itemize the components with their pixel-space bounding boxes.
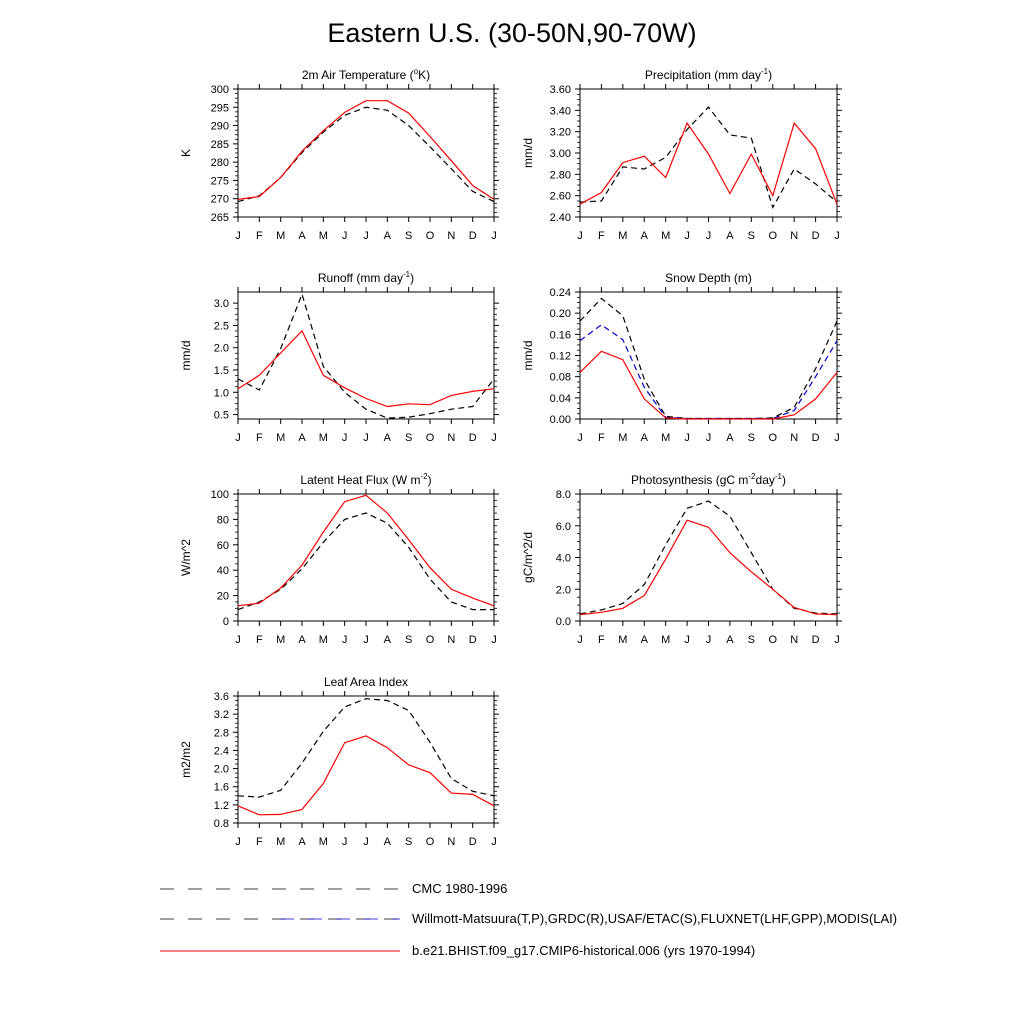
y-tick-label: 265 [210,212,229,224]
y-tick-label: 0.16 [549,329,571,342]
y-tick-label: 3.60 [549,84,571,96]
y-axis-label: mm/d [521,138,535,168]
legend-label-obs: Willmott-Matsuura(T,P),GRDC(R),USAF/ETAC(S),FLUXNET(LHF,GPP),MODIS(LAI) [412,911,898,926]
y-tick-label: 3.2 [213,709,229,722]
y-tick-label: 1.5 [213,364,229,377]
chart-title: Runoff (mm day$^{-1}$) [317,270,415,285]
chart-title: Photosynthesis (gC $m^{-2}day^{-1}$) [631,472,786,487]
x-tick-label: J [705,230,712,242]
y-tick-label: 1.2 [213,799,229,812]
x-tick-label: D [468,230,477,242]
x-tick-label: M [276,836,286,848]
x-tick-label: N [447,836,456,848]
x-tick-label: J [235,230,241,242]
y-tick-label: 285 [210,138,229,151]
x-tick-label: J [684,432,690,444]
y-tick-label: 100 [210,489,229,501]
x-tick-label: J [491,230,497,242]
x-tick-label: O [425,634,435,646]
y-axis-label: m2/m2 [179,741,193,778]
chart-title: Latent Heat Flux (W $m^{-2}$) [300,472,432,487]
y-tick-label: 60 [216,539,229,552]
y-tick-label: 0 [222,616,229,628]
chart-panel-7 [179,675,499,848]
x-tick-label: F [255,432,263,444]
x-tick-label: J [834,634,840,646]
series-line-model [238,736,494,815]
x-tick-label: F [598,634,605,646]
plot-frame [238,89,494,217]
y-axis-label: W/m^2 [179,539,193,576]
series-line-model [238,495,494,606]
x-tick-label: J [834,432,840,444]
legend-label-cmc: CMC 1980-1996 [412,881,508,896]
x-tick-label: J [341,432,348,444]
x-tick-label: F [255,634,263,646]
x-tick-label: S [404,432,413,444]
y-tick-label: 2.8 [213,727,229,740]
x-tick-label: A [383,432,392,444]
y-tick-label: 20 [216,590,229,603]
y-tick-label: 80 [216,514,229,527]
y-tick-label: 3.0 [213,298,229,311]
chart-panel-3 [179,270,499,444]
y-tick-label: 3.6 [213,691,229,703]
x-tick-label: M [318,230,328,242]
x-tick-label: O [425,230,435,242]
x-tick-label: J [341,634,348,646]
plot-frame [580,494,837,621]
x-tick-label: J [491,432,497,444]
x-tick-label: F [255,230,263,242]
y-tick-label: 6.0 [555,520,571,533]
x-tick-label: A [383,230,392,242]
x-tick-label: N [447,432,456,444]
x-tick-label: M [318,432,328,444]
x-tick-label: D [468,836,477,848]
x-tick-label: A [298,230,306,242]
x-tick-label: D [811,634,820,646]
series-line-obs [580,501,837,614]
x-tick-label: J [577,230,583,242]
x-tick-label: M [276,634,286,646]
x-tick-label: J [491,836,497,848]
series-line-model [238,101,494,200]
x-tick-label: J [235,432,241,444]
y-tick-label: 2.5 [213,320,229,333]
x-tick-label: J [341,230,348,242]
y-tick-label: 270 [210,193,229,206]
x-tick-label: J [235,836,241,848]
y-tick-label: 0.08 [549,371,571,384]
x-tick-label: O [768,634,778,646]
x-tick-label: J [577,432,583,444]
x-tick-label: J [491,634,497,646]
x-tick-label: D [811,230,820,242]
x-tick-label: J [363,230,369,242]
y-tick-label: 0.0 [555,616,571,628]
plot-frame [580,89,837,217]
y-tick-label: 1.6 [213,781,229,794]
x-tick-label: J [363,836,369,848]
x-tick-label: M [661,432,671,444]
x-tick-label: A [298,836,306,848]
chart-title: 2m Air Temperature ($^o$K) [301,67,431,82]
y-tick-label: 2.0 [213,342,229,355]
x-tick-label: J [684,634,690,646]
x-tick-label: A [640,432,648,444]
x-tick-label: J [684,230,690,242]
x-tick-label: O [425,836,435,848]
series-line-model [580,351,837,419]
y-tick-label: 0.20 [549,308,571,321]
chart-title: Precipitation (mm day$^{-1}$) [644,67,773,82]
x-tick-label: M [661,230,671,242]
x-tick-label: N [447,230,456,242]
figure-title: Eastern U.S. (30-50N,90-70W) [327,18,697,48]
chart-panel-2 [521,67,842,242]
x-tick-label: O [425,432,435,444]
y-tick-label: 0.12 [549,350,571,363]
x-tick-label: S [747,432,756,444]
x-tick-label: A [640,230,648,242]
series-line-obs [238,107,494,201]
x-tick-label: M [318,634,328,646]
x-tick-label: S [747,230,756,242]
y-axis-label: mm/d [179,340,193,371]
y-tick-label: 2.80 [549,169,571,182]
y-tick-label: 2.0 [213,763,229,776]
plot-frame [580,292,837,419]
x-tick-label: F [598,432,605,444]
plot-frame [238,292,494,419]
x-tick-label: A [383,836,392,848]
x-tick-label: F [255,836,263,848]
y-axis-label: gC/m^2/d [521,532,535,583]
x-tick-label: S [404,634,413,646]
x-tick-label: M [661,634,671,646]
x-tick-label: D [811,432,820,444]
series-line-model [580,520,837,614]
y-tick-label: 275 [210,175,229,188]
y-tick-label: 0.5 [213,409,229,422]
y-tick-label: 40 [216,565,229,578]
x-tick-label: J [341,836,348,848]
y-tick-label: 2.40 [549,212,571,224]
x-tick-label: J [577,634,583,646]
x-tick-label: A [726,230,734,242]
chart-panel-1 [179,67,499,242]
x-tick-label: A [298,634,306,646]
x-tick-label: A [383,634,392,646]
y-tick-label: 0.04 [549,392,571,405]
x-tick-label: J [363,634,369,646]
x-tick-label: M [276,230,286,242]
y-axis-label: mm/d [521,340,535,371]
x-tick-label: M [618,432,628,444]
x-tick-label: O [768,432,778,444]
y-tick-label: 2.60 [549,190,571,203]
x-tick-label: S [404,230,413,242]
x-tick-label: S [404,836,413,848]
y-tick-label: 3.40 [549,105,571,118]
series-line-cmc [580,325,837,419]
chart-title: Leaf Area Index [323,675,409,689]
y-tick-label: 2.4 [213,745,229,758]
x-tick-label: N [790,432,799,444]
y-tick-label: 280 [210,157,229,170]
chart-panel-5 [179,472,499,646]
plot-frame [238,696,494,823]
y-tick-label: 0.00 [549,414,571,426]
series-line-obs [238,699,494,797]
series-line-obs [580,107,837,207]
x-tick-label: D [468,634,477,646]
chart-title: Snow Depth (m) [665,271,752,285]
x-tick-label: N [790,634,799,646]
y-tick-label: 295 [210,102,229,115]
x-tick-label: J [705,634,712,646]
y-axis-label: K [179,148,193,158]
x-tick-label: A [726,432,734,444]
legend-label-model: b.e21.BHIST.f09_g17.CMIP6-historical.006 (yrs 1970-1994) [412,943,756,958]
y-tick-label: 0.24 [549,287,571,299]
series-line-obs [238,294,494,418]
y-tick-label: 2.0 [555,584,571,597]
x-tick-label: A [298,432,306,444]
series-line-model [580,123,837,204]
series-line-obs [238,513,494,610]
x-tick-label: M [618,230,628,242]
y-tick-label: 300 [210,84,229,96]
x-tick-label: A [726,634,734,646]
y-tick-label: 1.0 [213,387,229,400]
chart-panel-6 [521,472,842,646]
x-tick-label: A [640,634,648,646]
x-tick-label: O [768,230,778,242]
x-tick-label: M [318,836,328,848]
series-line-model [238,331,494,407]
x-tick-label: N [447,634,456,646]
x-tick-label: J [363,432,369,444]
x-tick-label: F [598,230,605,242]
chart-panel-4 [521,271,842,444]
x-tick-label: S [747,634,756,646]
y-tick-label: 0.8 [213,818,229,830]
x-tick-label: J [235,634,241,646]
x-tick-label: N [790,230,799,242]
y-tick-label: 3.00 [549,148,571,160]
y-tick-label: 4.0 [555,552,571,565]
x-tick-label: M [276,432,286,444]
y-tick-label: 290 [210,120,229,133]
x-tick-label: J [834,230,840,242]
y-tick-label: 3.20 [549,126,571,139]
y-tick-label: 8.0 [555,489,571,501]
x-tick-label: M [618,634,628,646]
x-tick-label: J [705,432,712,444]
x-tick-label: D [468,432,477,444]
